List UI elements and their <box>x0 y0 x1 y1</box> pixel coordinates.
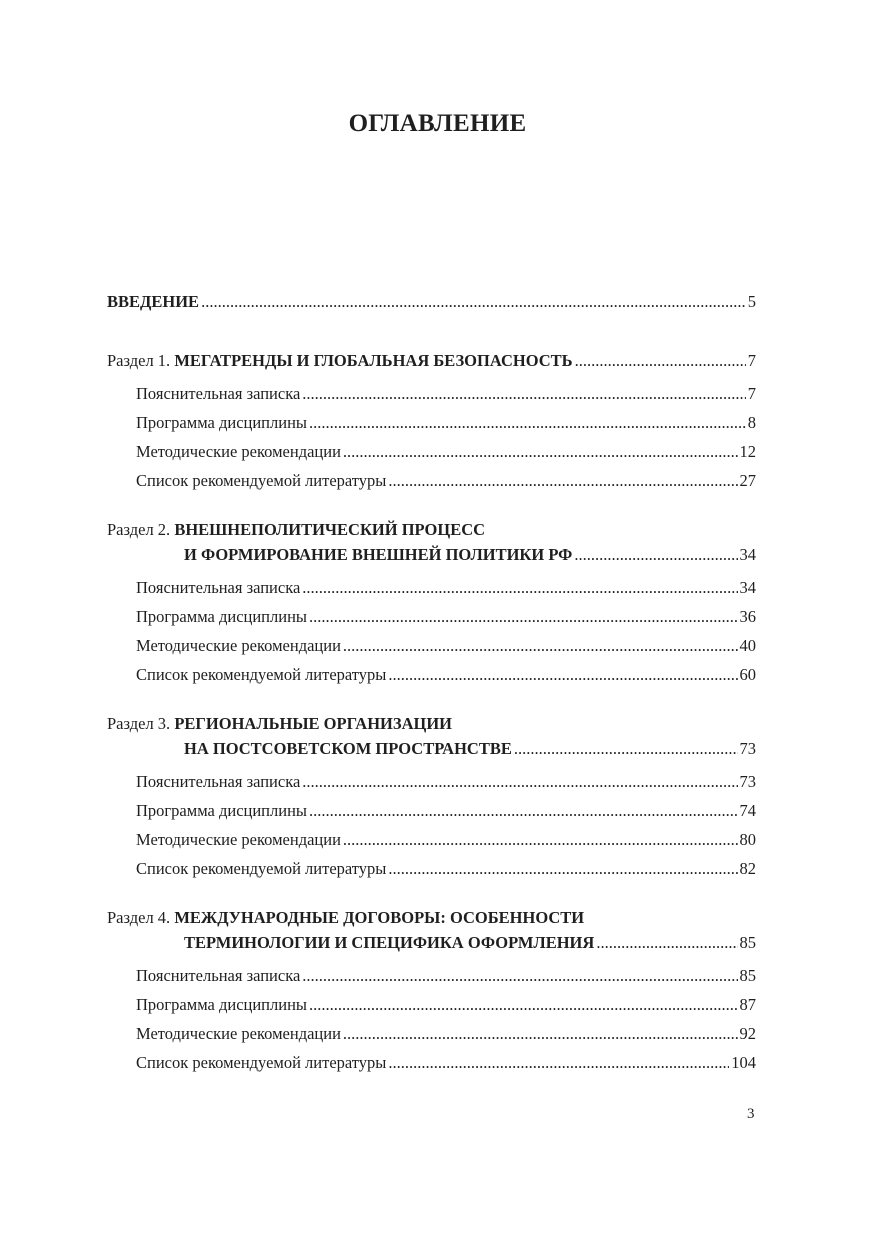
dot-leader <box>388 1050 729 1075</box>
section-page: 34 <box>739 545 756 564</box>
toc-entry-page: 5 <box>747 292 756 311</box>
section-title-line-2: И ФОРМИРОВАНИЕ ВНЕШНЕЙ ПОЛИТИКИ РФ <box>184 545 573 564</box>
dot-leader <box>596 930 737 955</box>
toc-item-label: Программа дисциплины <box>136 801 307 820</box>
toc-item[interactable] <box>107 963 756 992</box>
toc-item-page: 87 <box>739 995 756 1014</box>
section-title: МЕГАТРЕНДЫ И ГЛОБАЛЬНАЯ БЕЗОПАСНОСТЬ <box>174 351 573 370</box>
toc-section-4 <box>107 905 756 1079</box>
toc-section-heading[interactable] <box>107 517 756 542</box>
toc-section-heading[interactable] <box>107 348 756 373</box>
section-title-line-1: ВНЕШНЕПОЛИТИЧЕСКИЙ ПРОЦЕСС <box>174 520 486 539</box>
toc-item-page: 36 <box>739 607 756 626</box>
dot-leader <box>343 1021 738 1046</box>
page-number: 3 <box>747 1106 755 1122</box>
toc-item[interactable] <box>107 575 756 604</box>
toc-item-page: 73 <box>739 772 756 791</box>
toc-item-page: 92 <box>739 1024 756 1043</box>
toc-item[interactable] <box>107 633 756 662</box>
toc-item[interactable] <box>107 604 756 633</box>
toc-item[interactable] <box>107 992 756 1021</box>
dot-leader <box>302 769 737 794</box>
toc-item-page: 40 <box>739 636 756 655</box>
toc-entry-intro[interactable] <box>107 289 756 314</box>
section-page: 73 <box>739 739 756 758</box>
toc-entry-label: ВВЕДЕНИЕ <box>107 292 200 311</box>
toc-section-heading-continued[interactable] <box>107 542 756 567</box>
dot-leader <box>388 468 737 493</box>
toc-item-page: 12 <box>739 442 756 461</box>
toc-item-page: 34 <box>739 578 756 597</box>
toc-section-heading[interactable] <box>107 905 756 930</box>
toc-section-heading-continued[interactable] <box>107 930 756 955</box>
toc-item-label: Пояснительная записка <box>136 384 301 403</box>
toc-item-label: Пояснительная записка <box>136 966 301 985</box>
section-prefix: Раздел 4. <box>107 908 171 927</box>
section-prefix: Раздел 2. <box>107 520 171 539</box>
toc-item-label: Программа дисциплины <box>136 413 307 432</box>
toc-section-2 <box>107 517 756 691</box>
dot-leader <box>309 410 746 435</box>
dot-leader <box>388 856 737 881</box>
toc-item-page: 8 <box>747 413 756 432</box>
section-title-line-2: НА ПОСТСОВЕТСКОМ ПРОСТРАНСТВЕ <box>184 739 512 758</box>
dot-leader <box>302 381 745 406</box>
section-prefix: Раздел 1. <box>107 351 171 370</box>
toc-item[interactable] <box>107 1021 756 1050</box>
toc-item-page: 104 <box>731 1053 756 1072</box>
dot-leader <box>343 827 738 852</box>
toc-item[interactable] <box>107 856 756 885</box>
toc-item[interactable] <box>107 410 756 439</box>
toc-item-label: Пояснительная записка <box>136 578 301 597</box>
toc-section-1 <box>107 348 756 497</box>
toc-item-label: Список рекомендуемой литературы <box>136 1053 387 1072</box>
toc-item-page: 7 <box>747 384 756 403</box>
section-title-line-1: РЕГИОНАЛЬНЫЕ ОРГАНИЗАЦИИ <box>174 714 453 733</box>
dot-leader <box>343 439 738 464</box>
toc-item-label: Список рекомендуемой литературы <box>136 471 387 490</box>
toc-item-label: Программа дисциплины <box>136 607 307 626</box>
toc-item[interactable] <box>107 381 756 410</box>
toc-item[interactable] <box>107 798 756 827</box>
toc-item-page: 80 <box>739 830 756 849</box>
dot-leader <box>575 348 746 373</box>
dot-leader <box>388 662 737 687</box>
section-prefix: Раздел 3. <box>107 714 171 733</box>
toc-item[interactable] <box>107 662 756 691</box>
toc-item[interactable] <box>107 439 756 468</box>
dot-leader <box>302 963 737 988</box>
dot-leader <box>309 798 738 823</box>
toc-item[interactable] <box>107 1050 756 1079</box>
toc-item-page: 82 <box>739 859 756 878</box>
toc-item-page: 27 <box>739 471 756 490</box>
dot-leader <box>201 289 746 314</box>
dot-leader <box>574 542 737 567</box>
page-title: ОГЛАВЛЕНИЕ <box>348 110 527 137</box>
dot-leader <box>343 633 738 658</box>
toc-item-label: Методические рекомендации <box>136 1024 341 1043</box>
toc-item-page: 60 <box>739 665 756 684</box>
toc-section-heading-continued[interactable] <box>107 736 756 761</box>
toc-item[interactable] <box>107 827 756 856</box>
toc-item-page: 74 <box>739 801 756 820</box>
toc-section-heading[interactable] <box>107 711 756 736</box>
toc-item-label: Список рекомендуемой литературы <box>136 859 387 878</box>
dot-leader <box>309 992 738 1017</box>
toc-item-page: 85 <box>739 966 756 985</box>
toc-item-label: Методические рекомендации <box>136 830 341 849</box>
section-title-line-1: МЕЖДУНАРОДНЫЕ ДОГОВОРЫ: ОСОБЕННОСТИ <box>174 908 585 927</box>
section-page: 7 <box>747 351 756 370</box>
section-page: 85 <box>739 933 756 952</box>
toc-item-label: Список рекомендуемой литературы <box>136 665 387 684</box>
toc-item-label: Пояснительная записка <box>136 772 301 791</box>
dot-leader <box>514 736 738 761</box>
section-title-line-2: ТЕРМИНОЛОГИИ И СПЕЦИФИКА ОФОРМЛЕНИЯ <box>184 933 595 952</box>
toc-item-label: Программа дисциплины <box>136 995 307 1014</box>
toc-item[interactable] <box>107 468 756 497</box>
toc-section-3 <box>107 711 756 885</box>
dot-leader <box>309 604 738 629</box>
table-of-contents <box>107 289 756 1079</box>
toc-item-label: Методические рекомендации <box>136 442 341 461</box>
toc-item[interactable] <box>107 769 756 798</box>
dot-leader <box>302 575 737 600</box>
toc-item-label: Методические рекомендации <box>136 636 341 655</box>
